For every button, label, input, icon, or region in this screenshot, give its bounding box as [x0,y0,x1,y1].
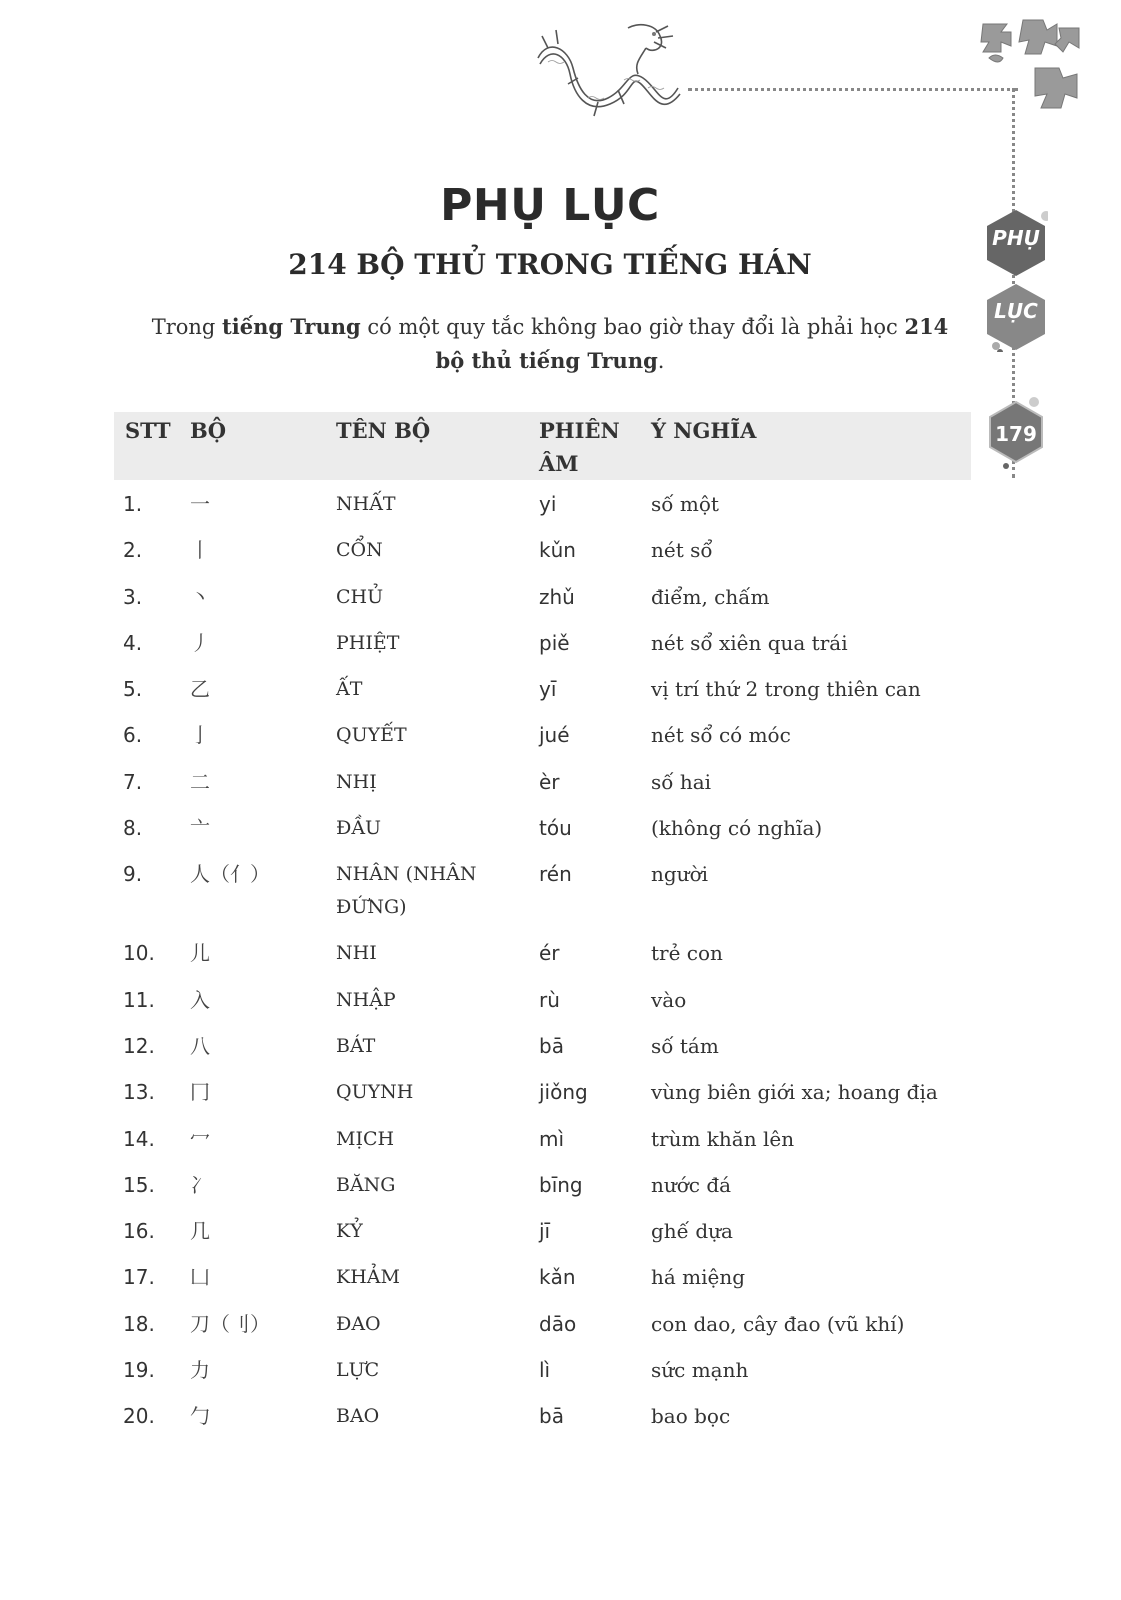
cell-stt: 20. [123,1404,155,1429]
cell-pinyin: bā [539,1033,564,1058]
header-y-nghia: Ý NGHĨA [651,418,757,443]
cell-radical: 儿 [190,941,210,966]
cell-radical: 丶 [190,584,210,609]
page-subtitle: 214 BỘ THỦ TRONG TIẾNG HÁN [288,248,812,281]
cell-radical: 刀（刂） [190,1311,270,1336]
cell-pinyin: bīng [539,1172,583,1197]
table-row [114,850,971,929]
radicals-table [114,412,971,1439]
cell-stt: 1. [123,492,143,516]
cell-name: ẤT [336,678,363,701]
cell-radical: 力 [190,1358,210,1383]
cell-name: NHI [336,942,377,965]
cell-name: BÁT [336,1034,376,1057]
cell-radical: 冂 [190,1080,210,1105]
cell-stt: 2. [123,538,143,563]
table-row [114,1068,971,1114]
cell-name: CỔN [336,539,383,562]
table-row [114,1300,971,1346]
cell-pinyin: zhǔ [539,584,575,609]
table-row [114,929,971,975]
table-row [114,804,971,850]
cell-name: LỰC [336,1359,380,1382]
cell-meaning: bao bọc [651,1404,731,1429]
side-tab-label-2: LỤC [994,299,1038,323]
cell-radical: 入 [190,987,210,1012]
cell-meaning: người [651,862,709,887]
cell-meaning: trùm khăn lên [651,1126,795,1151]
page-number: 179 [995,422,1037,446]
cell-stt: 7. [123,769,143,794]
cell-pinyin: jī [539,1219,551,1244]
header-ten-bo: TÊN BỘ [336,418,431,443]
cell-pinyin: mì [539,1126,565,1151]
cell-name: BAO [336,1405,380,1428]
table-row [114,619,971,665]
cell-name: NHẤT [336,493,396,515]
cell-radical: 勹 [190,1404,210,1429]
cell-pinyin: bā [539,1404,564,1429]
table-row [114,1346,971,1392]
cell-name: QUYẾT [336,724,407,747]
side-tab-label-1: PHỤ [992,226,1040,250]
cell-meaning: nét sổ xiên qua trái [651,630,848,655]
cell-pinyin: rén [539,862,572,887]
cell-stt: 5. [123,677,143,702]
cell-name: NHỊ [336,770,377,793]
cell-name: KỶ [336,1220,363,1243]
cell-name: CHỦ [336,585,384,608]
cell-meaning: há miệng [651,1265,746,1290]
cell-name: PHIỆT [336,631,400,654]
cell-name: ĐAO [336,1312,381,1335]
cell-name: BĂNG [336,1173,396,1196]
cell-meaning: con dao, cây đao (vũ khí) [651,1311,905,1336]
cell-radical: 冫 [190,1172,210,1197]
cell-meaning: nét sổ có móc [651,723,791,748]
cell-stt: 11. [123,987,155,1012]
cell-pinyin: yī [539,677,557,702]
cell-meaning: (không có nghĩa) [651,816,823,841]
header-stt: STT [125,418,171,443]
dragon-illustration [528,18,688,122]
cell-meaning: vị trí thứ 2 trong thiên can [651,677,921,702]
cell-stt: 14. [123,1126,155,1151]
cell-stt: 17. [123,1265,155,1290]
cell-radical: 亠 [190,816,210,841]
table-row [114,665,971,711]
cell-radical: 冖 [190,1126,210,1151]
cell-meaning: ghế dựa [651,1219,733,1244]
header-phien-am: PHIÊN ÂM [539,418,620,476]
cell-meaning: trẻ con [651,941,723,966]
table-row [114,480,971,526]
cell-meaning: sức mạnh [651,1358,749,1383]
table-row [114,526,971,572]
cell-radical: 一 [190,492,210,516]
cell-meaning: điểm, chấm [651,584,770,609]
cell-radical: 丿 [190,630,210,655]
table-row [114,573,971,619]
cell-meaning: nét sổ [651,538,713,563]
cell-meaning: vùng biên giới xa; hoang địa [651,1080,938,1105]
table-row [114,1207,971,1253]
cell-radical: 人（亻） [190,862,270,887]
cell-meaning: vào [651,987,687,1012]
cell-stt: 13. [123,1080,155,1105]
cell-pinyin: tóu [539,816,572,841]
cell-meaning: số một [651,492,719,516]
table-header [114,412,971,480]
cell-radical: 亅 [190,723,210,748]
cell-pinyin: piě [539,630,570,655]
cell-pinyin: jué [539,723,570,748]
page-title: PHỤ LỤC [440,180,660,231]
cell-stt: 18. [123,1311,155,1336]
intro-bold-count: 214 bộ thủ tiếng Trung [435,314,949,373]
cell-name: NHÂN (NHÂN ĐỨNG) [336,863,477,919]
cell-pinyin: jiǒng [539,1080,588,1105]
cell-pinyin: rù [539,987,560,1012]
cell-stt: 15. [123,1172,155,1197]
cell-pinyin: ér [539,941,560,966]
cell-name: KHẢM [336,1266,400,1289]
cell-radical: 几 [190,1219,210,1244]
cell-stt: 6. [123,723,143,748]
table-row [114,1161,971,1207]
cell-name: QUYNH [336,1081,414,1104]
cell-pinyin: èr [539,769,560,794]
cell-pinyin: kǔn [539,538,576,563]
cell-pinyin: lì [539,1358,551,1383]
cell-stt: 16. [123,1219,155,1244]
table-row [114,1253,971,1299]
cell-stt: 10. [123,941,155,966]
intro-bold-term: tiếng Trung [222,314,361,339]
table-row [114,758,971,804]
cell-radical: 乙 [190,677,210,702]
cell-meaning: nước đá [651,1172,732,1197]
table-row [114,1115,971,1161]
cell-pinyin: kǎn [539,1265,576,1290]
cell-stt: 3. [123,584,143,609]
cell-pinyin: dāo [539,1311,577,1336]
cell-radical: 八 [190,1033,210,1058]
cell-name: NHẬP [336,988,396,1011]
cell-meaning: số tám [651,1033,719,1058]
header-bo: BỘ [190,418,227,443]
cell-radical: 丨 [190,538,210,563]
cell-radical: 二 [190,769,210,794]
table-row [114,1392,971,1438]
cell-radical: 凵 [190,1265,210,1290]
table-row [114,1022,971,1068]
cell-stt: 12. [123,1033,155,1058]
cell-meaning: số hai [651,769,712,794]
table-row [114,711,971,757]
table-body [114,480,971,1439]
cell-stt: 9. [123,862,143,887]
cell-stt: 8. [123,816,143,841]
cell-stt: 4. [123,630,143,655]
table-row [114,976,971,1022]
cell-name: ĐẦU [336,817,382,840]
cell-pinyin: yi [539,492,557,516]
corner-ornament [975,14,1085,128]
cell-name: MỊCH [336,1127,395,1150]
dotted-border-top [688,88,1018,91]
cell-stt: 19. [123,1358,155,1383]
intro-paragraph: Trong tiếng Trung có một quy tắc không bao giờ thay đổi là phải học 214 bộ thủ tiếng Trung. [151,314,949,373]
